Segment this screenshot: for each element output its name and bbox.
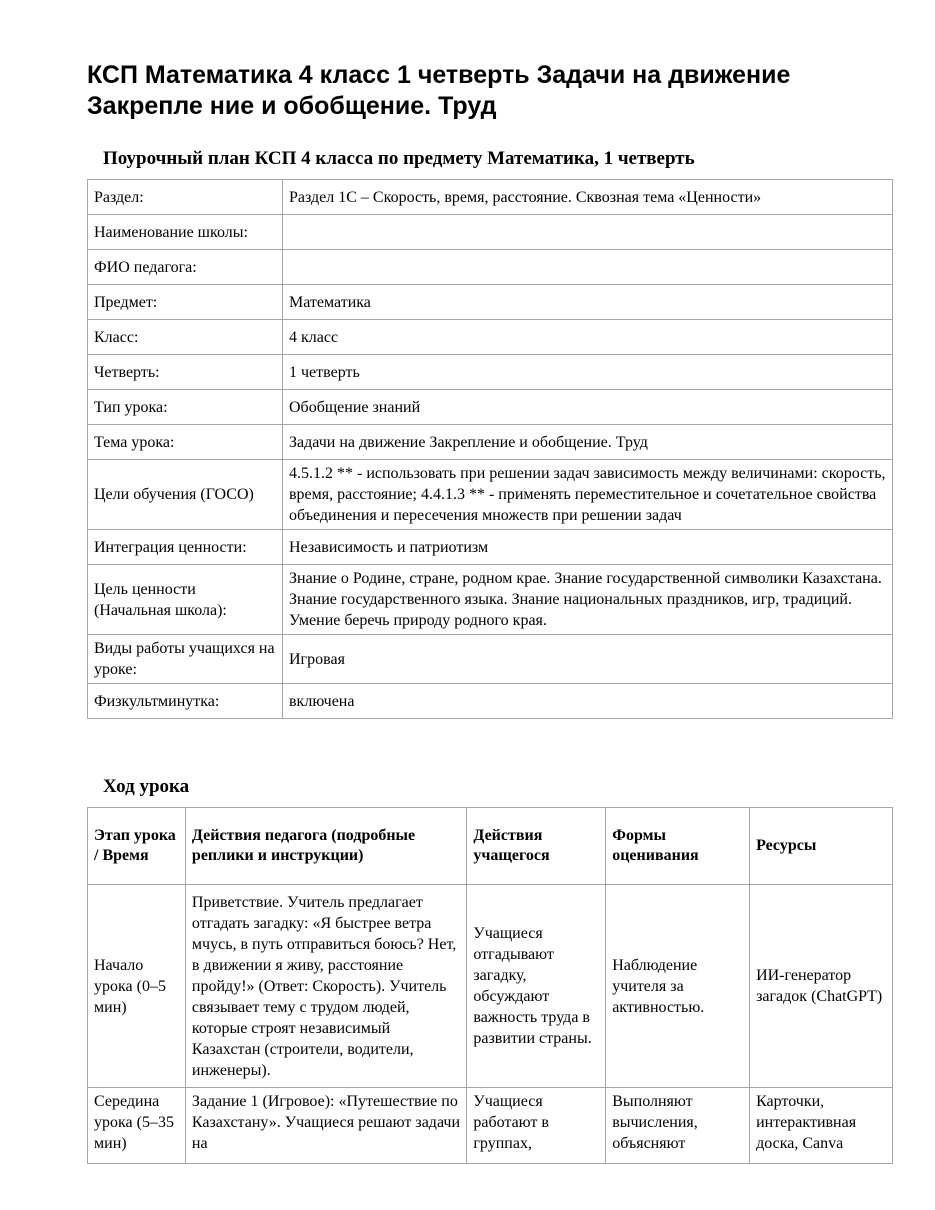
document-title: КСП Математика 4 класс 1 четверть Задачи на движение Закрепле ние и обобщение. Труд (87, 61, 791, 120)
info-value: 4.5.1.2 ** - использовать при решении задач зависимость между величинами: скорость, время, расстояние; 4.4.1.3 ** - применять переместительное и сочетательное свойства объединения и пересечения множеств при решении задач (283, 460, 893, 530)
info-row (88, 215, 893, 250)
lesson-cell: Задание 1 (Игровое): «Путешествие по Казахстану». Учащиеся решают задачи на (185, 1088, 466, 1164)
info-value: Игровая (283, 635, 893, 684)
info-row (88, 530, 893, 565)
info-row (88, 320, 893, 355)
lesson-column-header: Формы оценивания (606, 808, 750, 885)
info-value: Независимость и патриотизм (283, 530, 893, 565)
info-row (88, 565, 893, 635)
info-row (88, 355, 893, 390)
lesson-cell: Наблюдение учителя за активностью. (606, 885, 750, 1088)
info-row (88, 180, 893, 215)
info-value: Обобщение знаний (283, 390, 893, 425)
info-value (283, 250, 893, 285)
info-value: 1 четверть (283, 355, 893, 390)
info-row (88, 425, 893, 460)
info-label: Тип урока: (88, 390, 283, 425)
info-row (88, 285, 893, 320)
lesson-row (88, 885, 893, 1088)
info-table (87, 179, 893, 719)
plan-heading: Поурочный план КСП 4 класса по предмету Математика, 1 четверть (103, 148, 695, 169)
info-label: Предмет: (88, 285, 283, 320)
info-label: Тема урока: (88, 425, 283, 460)
info-row (88, 460, 893, 530)
lesson-cell: ИИ-генератор загадок (ChatGPT) (750, 885, 893, 1088)
lesson-column-header: Ресурсы (750, 808, 893, 885)
info-label: Класс: (88, 320, 283, 355)
info-value: Математика (283, 285, 893, 320)
info-label: Интеграция ценности: (88, 530, 283, 565)
info-label: Четверть: (88, 355, 283, 390)
info-value: Задачи на движение Закрепление и обобщение. Труд (283, 425, 893, 460)
lesson-cell: Середина урока (5–35 мин) (88, 1088, 186, 1164)
lesson-cell: Учащиеся работают в группах, (467, 1088, 606, 1164)
info-label: Цели обучения (ГОСО) (88, 460, 283, 530)
info-label: Наименование школы: (88, 215, 283, 250)
lesson-heading: Ход урока (103, 776, 190, 797)
lesson-cell: Приветствие. Учитель предлагает отгадать загадку: «Я быстрее ветра мчусь, в путь отправиться боюсь? Нет, в движении я живу, расстояние пройду!» (Ответ: Скорость). Учитель связывает тему с трудом людей, которые строят независимый Казахстан (строители, водители, инженеры). (185, 885, 466, 1088)
info-value (283, 215, 893, 250)
info-row (88, 250, 893, 285)
info-label: ФИО педагога: (88, 250, 283, 285)
lesson-column-header: Действия педагога (подробные реплики и инструкции) (185, 808, 466, 885)
info-value: 4 класс (283, 320, 893, 355)
info-value: Раздел 1С – Скорость, время, расстояние. Сквозная тема «Ценности» (283, 180, 893, 215)
lesson-row (88, 1088, 893, 1164)
info-row (88, 390, 893, 425)
lesson-column-header: Этап урока / Время (88, 808, 186, 885)
info-label: Физкультминутка: (88, 684, 283, 719)
lesson-cell: Карточки, интерактивная доска, Canva (750, 1088, 893, 1164)
info-value: включена (283, 684, 893, 719)
lesson-cell: Учащиеся отгадывают загадку, обсуждают важность труда в развитии страны. (467, 885, 606, 1088)
info-label: Цель ценности (Начальная школа): (88, 565, 283, 635)
lesson-cell: Начало урока (0–5 мин) (88, 885, 186, 1088)
info-row (88, 635, 893, 684)
lesson-table (87, 807, 893, 1164)
info-row (88, 684, 893, 719)
lesson-column-header: Действия учащегося (467, 808, 606, 885)
info-value: Знание о Родине, стране, родном крае. Знание государственной символики Казахстана. Знание государственного языка. Знание национальных праздников, игр, традиций. Умение беречь природу родного края. (283, 565, 893, 635)
info-label: Раздел: (88, 180, 283, 215)
lesson-cell: Выполняют вычисления, объясняют (606, 1088, 750, 1164)
info-label: Виды работы учащихся на уроке: (88, 635, 283, 684)
